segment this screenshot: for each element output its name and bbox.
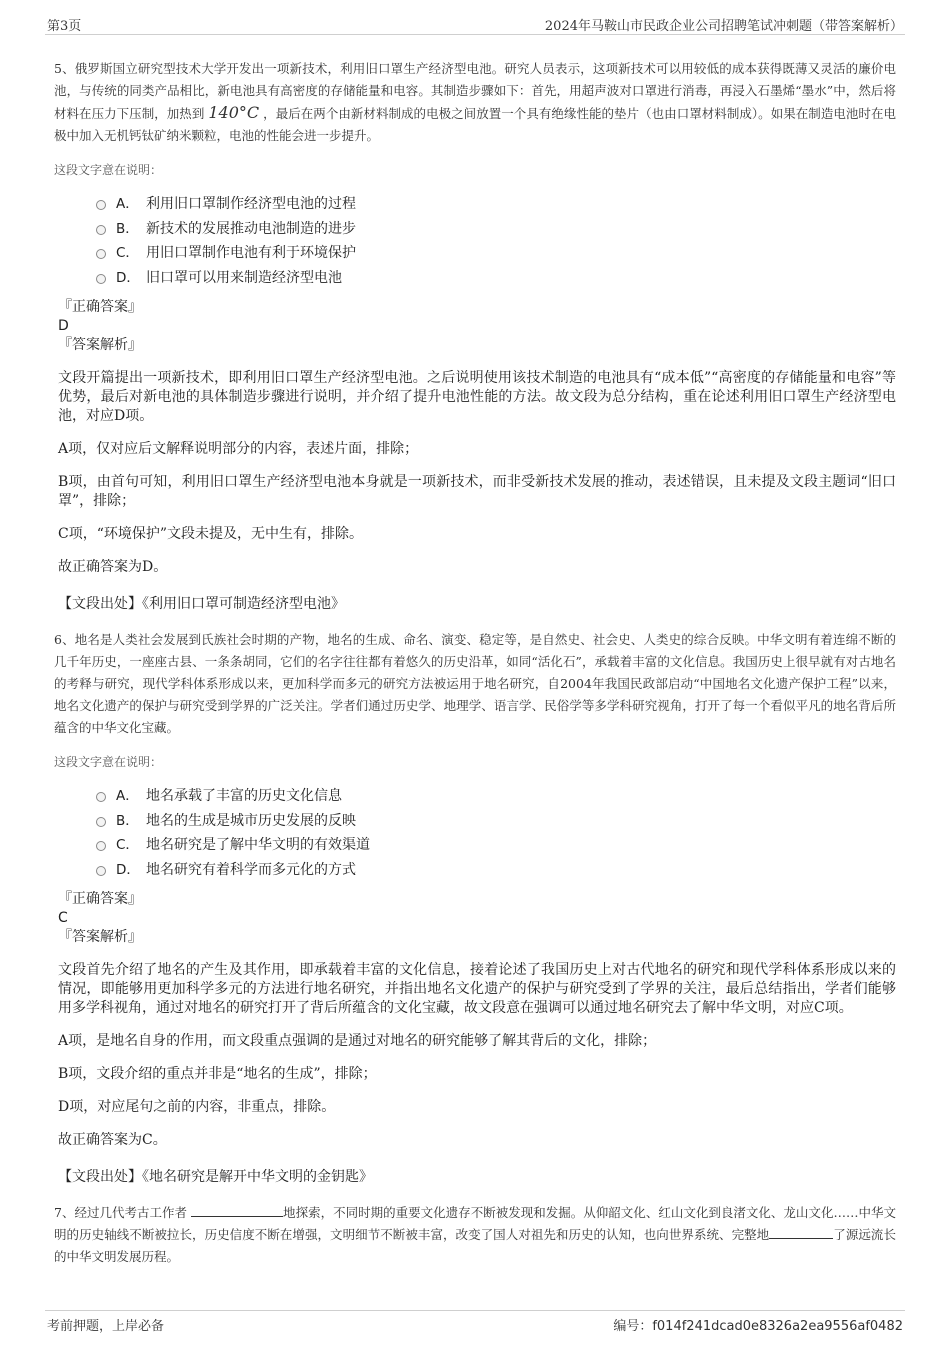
question-5-option-c[interactable] [96, 241, 896, 266]
question-5-option-b[interactable] [96, 217, 896, 242]
question-6-option-b[interactable] [96, 809, 896, 834]
question-5-prompt: 这段文字意在说明： [54, 163, 163, 177]
fill-blank-2[interactable] [769, 1224, 833, 1239]
question-5-stem [54, 58, 896, 147]
question-7-text-b: 地探索，不同时期的重要文化遗存不断被发现和发掘。从仰韶文化、红山文化到良渚文化、龙山文化……中华文明的历史轴线不断被拉长，历史信度不断在增强，文明细节不断被丰富，改变了国人对祖先和历史的认知，也向世界系统、完整地 [54, 1205, 896, 1242]
fill-blank-1[interactable] [191, 1202, 283, 1217]
question-5-explanation: 文段开篇提出一项新技术，即利用旧口罩生产经济型电池。之后说明使用该技术制造的电池具有“成本低”“高密度的存储能量和电容”等优势，最后对新电池的具体制造步骤进行说明，并介绍了提升电池性能的方法。故文段为总分结构，重在论述利用旧口罩生产经济型电池，对应D项。 [58, 370, 896, 424]
radio-icon[interactable] [96, 841, 106, 851]
question-6-explanation: A项，是地名自身的作用，而文段重点强调的是通过对地名的研究能够了解其背后的文化，排除； [58, 1033, 657, 1049]
question-6-option-a[interactable] [96, 784, 896, 809]
option-letter: D． [116, 269, 140, 286]
question-6-options [54, 784, 896, 882]
document-body [54, 58, 896, 1268]
question-5-explanation: A项，仅对应后文解释说明部分的内容，表述片面，排除； [58, 441, 419, 457]
radio-icon[interactable] [96, 817, 106, 827]
option-letter: A． [116, 788, 139, 804]
option-text: 地名研究有着科学而多元化的方式 [146, 861, 356, 878]
question-6-option-d[interactable] [96, 858, 896, 883]
question-6-explanation: D项，对应尾句之前的内容，非重点，排除。 [58, 1099, 336, 1115]
option-text: 地名承载了丰富的历史文化信息 [146, 788, 342, 804]
option-letter: D． [116, 861, 140, 878]
option-letter: B． [116, 812, 139, 829]
option-text: 用旧口罩制作电池有利于环境保护 [146, 245, 356, 261]
option-text: 新技术的发展推动电池制造的进步 [146, 220, 356, 237]
page-footer [45, 1310, 905, 1335]
question-5-option-a[interactable] [96, 192, 896, 217]
question-6-explanation: B项，文段介绍的重点并非是“地名的生成”，排除； [58, 1066, 377, 1082]
radio-icon[interactable] [96, 200, 106, 210]
radio-icon[interactable] [96, 866, 106, 876]
option-text: 地名的生成是城市历史发展的反映 [146, 812, 356, 829]
temperature-formula: 140°C [208, 103, 260, 122]
question-5-conclusion: 故正确答案为D。 [58, 559, 168, 575]
radio-icon[interactable] [96, 274, 106, 284]
page-header [45, 12, 905, 35]
question-7-text-c: 了源远流长的中华文明发展历程。 [54, 1227, 896, 1264]
footer-slogan: 考前押题，上岸必备 [47, 1319, 165, 1334]
question-6-stem: 6、地名是人类社会发展到氏族社会时期的产物，地名的生成、命名、演变、稳定等，是自然史、社会史、人类史的综合反映。中华文明有着连绵不断的几千年历史，一座座古县、一条条胡同，它们的名字往往都有着悠久的历史沿革，如同“活化石”，承载着丰富的文化信息。我国历史上很早就有对古地名的考释与研究，现代学科体系形成以来，更加科学而多元的研究方法被运用于地名研究，自2004年我国民政部启动“中国地名文化遗产保护工程”以来，地名文化遗产的保护与研究受到学界的广泛关注。学者们通过历史学、地理学、语言学、民俗学等多学科研究视角，打开了每一个看似平凡的地名背后所蕴含的中华文化宝藏。 [54, 632, 896, 735]
question-5-explanation: B项，由首句可知，利用旧口罩生产经济型电池本身就是一项新技术，而非受新技术发展的推动，表述错误，且未提及文段主题词“旧口罩”，排除； [58, 474, 896, 509]
question-6-answer-label: 『正确答案』 [58, 891, 142, 907]
question-6-explanation: 文段首先介绍了地名的产生及其作用，即承载着丰富的文化信息，接着论述了我国历史上对古代地名的研究和现代学科体系形成以来的情况，即能够用更加科学多元的方法进行地名研究，并指出地名文化遗产的保护与研究受到了学界的关注，最后总结指出，学者们能够用多学科视角，通过对地名的研究打开了背后所蕴含的文化宝藏，故文段意在强调可以通过地名研究去了解中华文明，对应C项。 [58, 962, 896, 1016]
radio-icon[interactable] [96, 792, 106, 802]
document-title: 2024年马鞍山市民政企业公司招聘笔试冲刺题（带答案解析） [544, 19, 903, 34]
question-5-analysis-label: 『答案解析』 [58, 337, 142, 353]
option-letter: B． [116, 220, 139, 237]
question-5-option-d[interactable] [96, 266, 896, 291]
option-letter: C． [116, 837, 139, 853]
question-5-explanation: C项，“环境保护”文段未提及，无中生有，排除。 [58, 526, 364, 542]
question-5-answer: D [58, 318, 69, 334]
question-6-conclusion: 故正确答案为C。 [58, 1132, 167, 1148]
option-text: 旧口罩可以用来制造经济型电池 [146, 269, 342, 286]
question-6-analysis-label: 『答案解析』 [58, 929, 142, 945]
question-5-text-a: 5、俄罗斯国立研究型技术大学开发出一项新技术，利用旧口罩生产经济型电池。研究人员表示，这项新技术可以用较低的成本获得既薄又灵活的廉价电池，与传统的同类产品相比，新电池具有高密度的存储能量和电容。其制造步骤如下：首先，用超声波对口罩进行消毒，再浸入石墨烯“墨水”中，然后将材料在压力下压制，加热到 [54, 61, 896, 121]
option-text: 利用旧口罩制作经济型电池的过程 [146, 196, 356, 212]
question-7-text-a: 7、经过几代考古工作者 [54, 1205, 188, 1220]
question-5-answer-label: 『正确答案』 [58, 299, 142, 315]
document-code: 编号：f014f241dcad0e8326a2ea9556af0482 [613, 1319, 903, 1334]
question-6-source: 【文段出处】《地名研究是解开中华文明的金钥匙》 [58, 1169, 373, 1185]
option-text: 地名研究是了解中华文明的有效渠道 [146, 837, 370, 853]
option-letter: A． [116, 196, 139, 212]
radio-icon[interactable] [96, 225, 106, 235]
question-6-option-c[interactable] [96, 833, 896, 858]
question-7-stem [54, 1202, 896, 1268]
question-6-prompt: 这段文字意在说明： [54, 755, 163, 769]
question-5-text-b: ，最后在两个由新材料制成的电极之间放置一个具有绝缘性能的垫片（也由口罩材料制成）。如果在制造电池时在电极中加入无机钙钛矿纳米颗粒，电池的性能会进一步提升。 [54, 106, 896, 143]
page-number: 第3页 [47, 19, 82, 34]
question-6-answer: C [58, 910, 68, 926]
question-5-source: 【文段出处】《利用旧口罩可制造经济型电池》 [58, 596, 345, 612]
option-letter: C． [116, 245, 139, 261]
radio-icon[interactable] [96, 249, 106, 259]
question-5-options [54, 192, 896, 290]
